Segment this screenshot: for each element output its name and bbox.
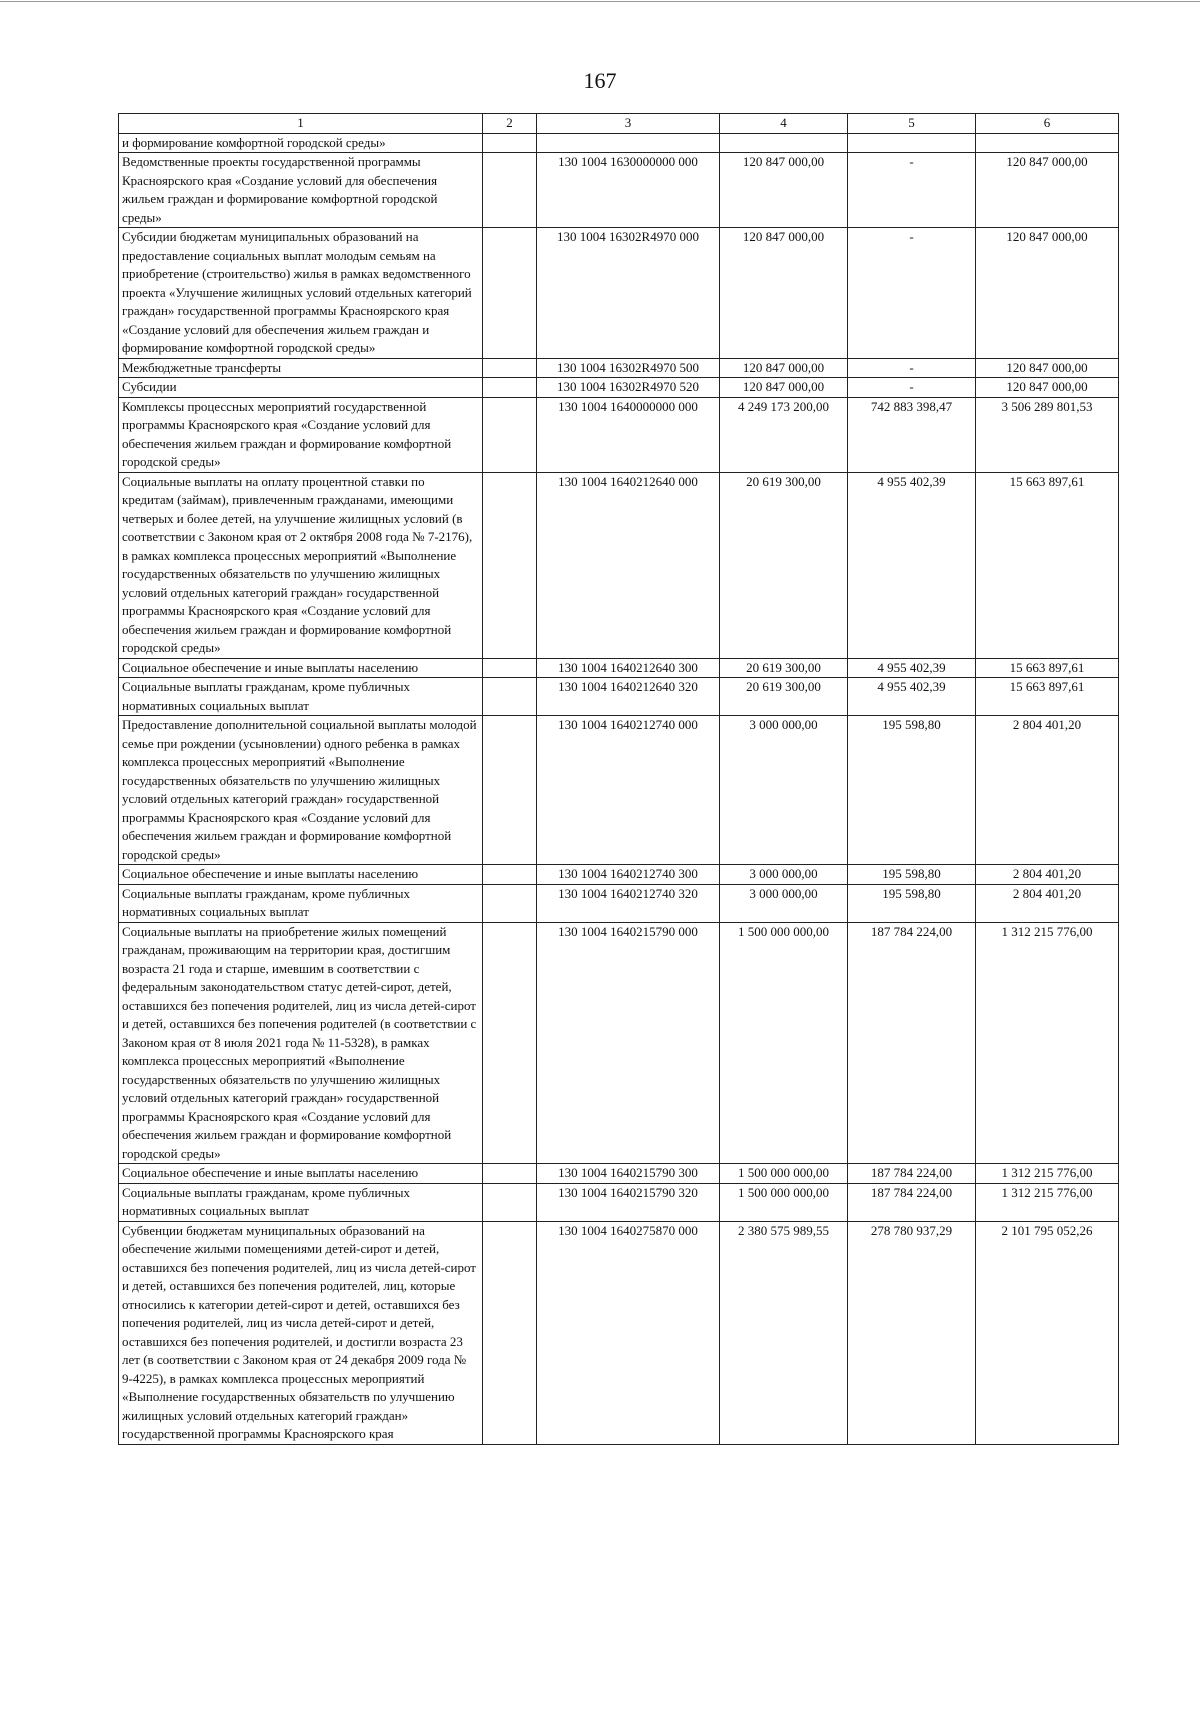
table-row: [119, 884, 1119, 922]
row-description: Межбюджетные трансферты: [119, 358, 483, 378]
column-header: 3: [537, 114, 720, 134]
amount-column-4: 1 500 000 000,00: [720, 1183, 848, 1221]
table-row: [119, 358, 1119, 378]
amount-column-5: -: [848, 153, 976, 228]
row-description: Социальные выплаты гражданам, кроме публичных нормативных социальных выплат: [119, 884, 483, 922]
row-column-2: [483, 378, 537, 398]
amount-column-5: [848, 133, 976, 153]
amount-column-6: 15 663 897,61: [976, 472, 1119, 658]
row-column-2: [483, 397, 537, 472]
amount-column-6: 120 847 000,00: [976, 358, 1119, 378]
amount-column-6: 3 506 289 801,53: [976, 397, 1119, 472]
amount-column-5: -: [848, 228, 976, 359]
amount-column-5: 278 780 937,29: [848, 1221, 976, 1444]
amount-column-6: 2 804 401,20: [976, 865, 1119, 885]
table-header-row: [119, 114, 1119, 134]
row-column-2: [483, 133, 537, 153]
amount-column-4: 1 500 000 000,00: [720, 922, 848, 1164]
row-description: Социальное обеспечение и иные выплаты населению: [119, 1164, 483, 1184]
budget-code: [537, 133, 720, 153]
amount-column-5: 187 784 224,00: [848, 922, 976, 1164]
budget-code: 130 1004 1640212640 320: [537, 678, 720, 716]
amount-column-6: 120 847 000,00: [976, 378, 1119, 398]
table-body: [119, 133, 1119, 1444]
amount-column-5: 195 598,80: [848, 884, 976, 922]
table-row: [119, 1183, 1119, 1221]
amount-column-6: [976, 133, 1119, 153]
amount-column-4: 3 000 000,00: [720, 884, 848, 922]
budget-code: 130 1004 1630000000 000: [537, 153, 720, 228]
amount-column-4: [720, 133, 848, 153]
table-row: [119, 378, 1119, 398]
amount-column-4: 20 619 300,00: [720, 472, 848, 658]
amount-column-6: 1 312 215 776,00: [976, 1164, 1119, 1184]
table-row: [119, 922, 1119, 1164]
budget-code: 130 1004 1640000000 000: [537, 397, 720, 472]
amount-column-6: 2 804 401,20: [976, 884, 1119, 922]
row-description: Социальное обеспечение и иные выплаты населению: [119, 865, 483, 885]
amount-column-4: 20 619 300,00: [720, 678, 848, 716]
row-column-2: [483, 865, 537, 885]
row-column-2: [483, 884, 537, 922]
amount-column-6: 15 663 897,61: [976, 658, 1119, 678]
row-description: Комплексы процессных мероприятий государственной программы Красноярского края «Создание условий для обеспечения жильем граждан и формирование комфортной городской среды»: [119, 397, 483, 472]
amount-column-4: 120 847 000,00: [720, 378, 848, 398]
row-column-2: [483, 716, 537, 865]
row-description: Субвенции бюджетам муниципальных образований на обеспечение жилыми помещениями детей-сирот и детей, оставшихся без попечения родителей, лиц из числа детей-сирот и детей, оставшихся без попечения родителей, лиц, которые относились к категории детей-сирот и детей, оставшихся без попечения родителей, лиц из числа детей-сирот и детей, оставшихся без попечения родителей, и достигли возраста 23 лет (в соответствии с Законом края от 24 декабря 2009 года № 9-4225), в рамках комплекса процессных мероприятий «Выполнение государственных обязательств по улучшению жилищных условий отдельных категорий граждан» государственной программы Красноярского края: [119, 1221, 483, 1444]
row-column-2: [483, 228, 537, 359]
amount-column-5: -: [848, 378, 976, 398]
table-row: [119, 1221, 1119, 1444]
amount-column-4: 20 619 300,00: [720, 658, 848, 678]
row-description: Ведомственные проекты государственной программы Красноярского края «Создание условий для обеспечения жильем граждан и формирование комфортной городской среды»: [119, 153, 483, 228]
table-row: [119, 678, 1119, 716]
amount-column-4: 1 500 000 000,00: [720, 1164, 848, 1184]
amount-column-5: 4 955 402,39: [848, 658, 976, 678]
row-column-2: [483, 1164, 537, 1184]
column-header: 1: [119, 114, 483, 134]
table-row: [119, 153, 1119, 228]
amount-column-5: 4 955 402,39: [848, 472, 976, 658]
amount-column-4: 2 380 575 989,55: [720, 1221, 848, 1444]
row-column-2: [483, 658, 537, 678]
budget-table: [118, 113, 1119, 1445]
amount-column-5: 195 598,80: [848, 865, 976, 885]
budget-code: 130 1004 1640212740 320: [537, 884, 720, 922]
row-description: Социальное обеспечение и иные выплаты населению: [119, 658, 483, 678]
row-description: Социальные выплаты гражданам, кроме публичных нормативных социальных выплат: [119, 678, 483, 716]
column-header: 6: [976, 114, 1119, 134]
budget-code: 130 1004 1640215790 000: [537, 922, 720, 1164]
row-column-2: [483, 358, 537, 378]
amount-column-5: 187 784 224,00: [848, 1164, 976, 1184]
table-row: [119, 1164, 1119, 1184]
page-number: 167: [583, 68, 617, 93]
budget-code: 130 1004 1640212740 000: [537, 716, 720, 865]
table-row: [119, 658, 1119, 678]
row-column-2: [483, 472, 537, 658]
amount-column-5: 742 883 398,47: [848, 397, 976, 472]
amount-column-5: 4 955 402,39: [848, 678, 976, 716]
table-row: [119, 397, 1119, 472]
table-row: [119, 133, 1119, 153]
amount-column-6: 1 312 215 776,00: [976, 1183, 1119, 1221]
amount-column-4: 120 847 000,00: [720, 358, 848, 378]
amount-column-6: 1 312 215 776,00: [976, 922, 1119, 1164]
table-row: [119, 865, 1119, 885]
amount-column-6: 2 101 795 052,26: [976, 1221, 1119, 1444]
budget-code: 130 1004 1640215790 300: [537, 1164, 720, 1184]
amount-column-6: 120 847 000,00: [976, 153, 1119, 228]
amount-column-6: 15 663 897,61: [976, 678, 1119, 716]
budget-code: 130 1004 1640212640 000: [537, 472, 720, 658]
row-column-2: [483, 922, 537, 1164]
row-description: Субсидии бюджетам муниципальных образований на предоставление социальных выплат молодым семьям на приобретение (строительство) жилья в рамках ведомственного проекта «Улучшение жилищных условий отдельных категорий граждан» государственной программы Красноярского края «Создание условий для обеспечения жильем граждан и формирование комфортной городской среды»: [119, 228, 483, 359]
column-header: 4: [720, 114, 848, 134]
table-row: [119, 228, 1119, 359]
row-column-2: [483, 153, 537, 228]
scan-top-rule: [0, 1, 1200, 2]
amount-column-5: 187 784 224,00: [848, 1183, 976, 1221]
budget-code: 130 1004 16302R4970 500: [537, 358, 720, 378]
row-description: Предоставление дополнительной социальной выплаты молодой семье при рождении (усыновлении) одного ребенка в рамках комплекса процессных мероприятий «Выполнение государственных обязательств по улучшению жилищных условий отдельных категорий граждан» государственной программы Красноярского края «Создание условий для обеспечения жильем граждан и формирование комфортной городской среды»: [119, 716, 483, 865]
amount-column-5: 195 598,80: [848, 716, 976, 865]
column-header: 2: [483, 114, 537, 134]
row-description: Субсидии: [119, 378, 483, 398]
budget-code: 130 1004 1640275870 000: [537, 1221, 720, 1444]
amount-column-6: 120 847 000,00: [976, 228, 1119, 359]
row-description: и формирование комфортной городской среды»: [119, 133, 483, 153]
amount-column-6: 2 804 401,20: [976, 716, 1119, 865]
budget-code: 130 1004 1640212740 300: [537, 865, 720, 885]
row-column-2: [483, 1183, 537, 1221]
amount-column-4: 3 000 000,00: [720, 716, 848, 865]
table-row: [119, 472, 1119, 658]
amount-column-4: 3 000 000,00: [720, 865, 848, 885]
row-description: Социальные выплаты гражданам, кроме публичных нормативных социальных выплат: [119, 1183, 483, 1221]
row-column-2: [483, 678, 537, 716]
budget-code: 130 1004 1640215790 320: [537, 1183, 720, 1221]
amount-column-4: 120 847 000,00: [720, 153, 848, 228]
row-description: Социальные выплаты на оплату процентной ставки по кредитам (займам), привлеченным гражданами, имеющими четверых и более детей, на улучшение жилищных условий (в соответствии с Законом края от 2 октября 2008 года № 7-2176), в рамках комплекса процессных мероприятий «Выполнение государственных обязательств по улучшению жилищных условий отдельных категорий граждан» государственной программы Красноярского края «Создание условий для обеспечения жильем граждан и формирование комфортной городской среды»: [119, 472, 483, 658]
budget-code: 130 1004 1640212640 300: [537, 658, 720, 678]
budget-code: 130 1004 16302R4970 000: [537, 228, 720, 359]
row-description: Социальные выплаты на приобретение жилых помещений гражданам, проживающим на территории края, достигшим возраста 21 года и старше, имевшим в соответствии с федеральным законодательством статус детей-сирот, детей, оставшихся без попечения родителей, лиц из числа детей-сирот и детей, оставшихся без попечения родителей (в соответствии с Законом края от 8 июля 2021 года № 11-5328), в рамках комплекса процессных мероприятий «Выполнение государственных обязательств по улучшению жилищных условий отдельных категорий граждан» государственной программы Красноярского края «Создание условий для обеспечения жильем граждан и формирование комфортной городской среды»: [119, 922, 483, 1164]
row-column-2: [483, 1221, 537, 1444]
column-header: 5: [848, 114, 976, 134]
amount-column-5: -: [848, 358, 976, 378]
amount-column-4: 4 249 173 200,00: [720, 397, 848, 472]
budget-code: 130 1004 16302R4970 520: [537, 378, 720, 398]
amount-column-4: 120 847 000,00: [720, 228, 848, 359]
table-row: [119, 716, 1119, 865]
